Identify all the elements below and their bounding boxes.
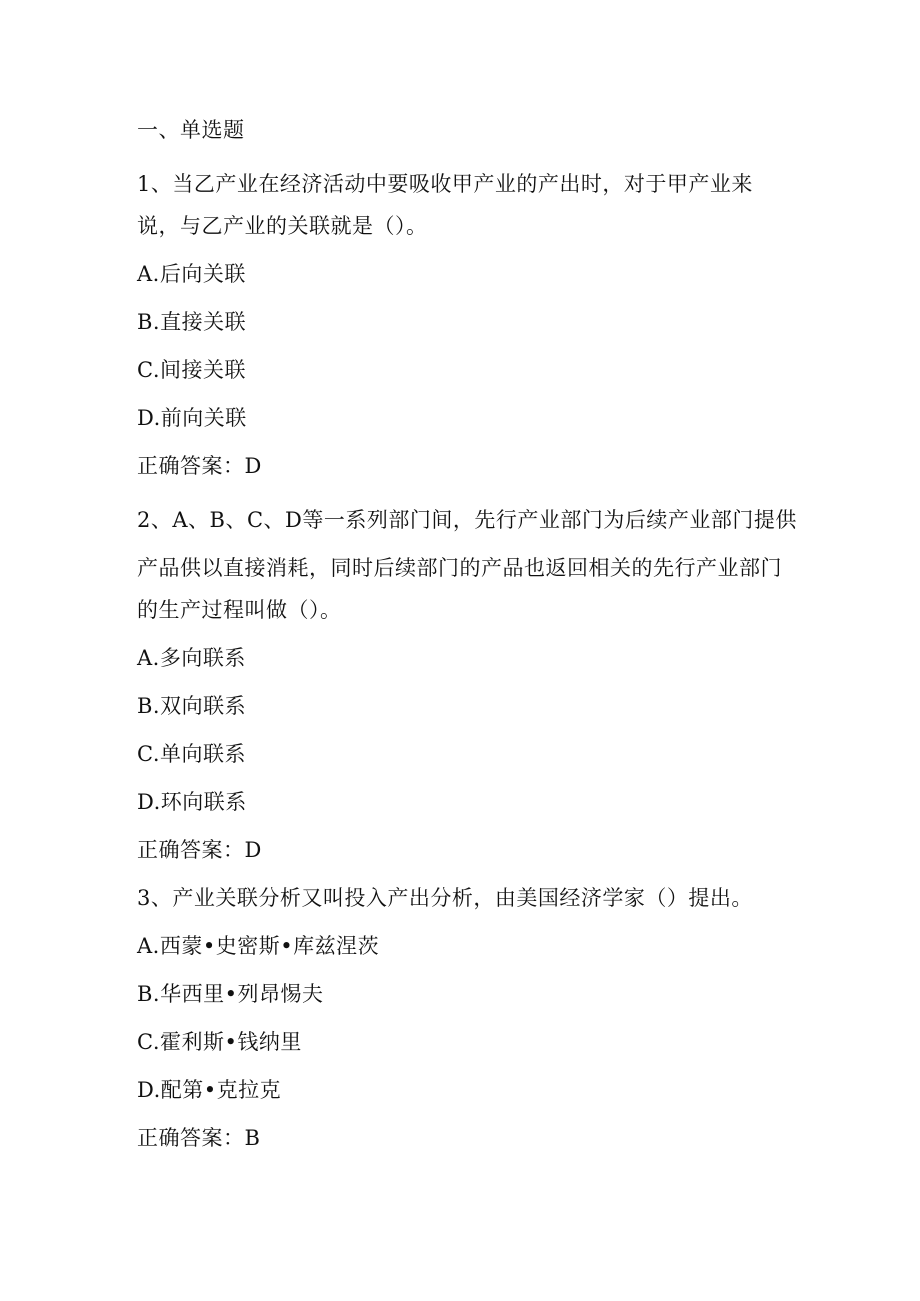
section-title: 一、单选题 <box>137 118 245 142</box>
option-d: D.配第•克拉克 <box>137 1078 282 1102</box>
question-3 <box>137 880 797 1157</box>
option-b: B.华西里•列昂惕夫 <box>137 982 324 1006</box>
option-b: B.双向联系 <box>137 694 247 718</box>
option-a: A.西蒙•史密斯•库兹涅茨 <box>137 934 380 958</box>
question-stem-line: 产品供以直接消耗，同时后续部门的产品也返回相关的先行产业部门 <box>137 556 782 580</box>
option-a: A.后向关联 <box>137 262 246 286</box>
option-c: C.间接关联 <box>137 358 246 382</box>
question-stem-line: 的生产过程叫做（）。 <box>137 598 342 622</box>
option-c: C.单向联系 <box>137 742 246 766</box>
question-stem-line: 说，与乙产业的关联就是（）。 <box>137 214 428 238</box>
correct-answer: 正确答案：D <box>137 838 262 862</box>
question-stem-line: 3、产业关联分析又叫投入产出分析，由美国经济学家（）提出。 <box>137 886 753 910</box>
question-stem-line: 2、A、B、C、D等一系列部门间，先行产业部门为后续产业部门提供 <box>137 508 797 532</box>
option-b: B.直接关联 <box>137 310 247 334</box>
option-c: C.霍利斯•钱纳里 <box>137 1030 302 1054</box>
correct-answer: 正确答案：B <box>137 1126 261 1150</box>
question-2 <box>137 496 797 869</box>
option-d: D.环向联系 <box>137 790 247 814</box>
correct-answer: 正确答案：D <box>137 454 262 478</box>
question-1 <box>137 160 797 485</box>
option-a: A.多向联系 <box>137 646 246 670</box>
question-stem-line: 1、当乙产业在经济活动中要吸收甲产业的产出时，对于甲产业来 <box>137 172 753 196</box>
document-content <box>137 112 797 1168</box>
option-d: D.前向关联 <box>137 406 247 430</box>
